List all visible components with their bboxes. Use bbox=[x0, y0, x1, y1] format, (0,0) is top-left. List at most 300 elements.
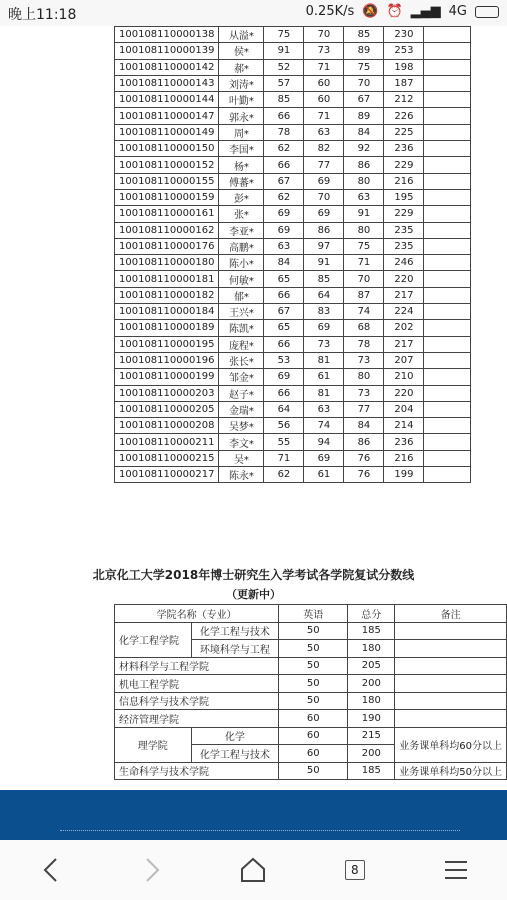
empty-cell bbox=[424, 108, 471, 124]
score-cell: 100108110000215 bbox=[115, 450, 219, 466]
score-cell: 75 bbox=[344, 59, 384, 75]
note-cell bbox=[395, 657, 507, 675]
score-cell: 100108110000152 bbox=[115, 157, 219, 173]
score-cell: 陈小* bbox=[219, 255, 264, 271]
score-cell: 60 bbox=[304, 92, 344, 108]
empty-cell bbox=[424, 124, 471, 140]
score-cell: 65 bbox=[264, 271, 304, 287]
score-cell: 73 bbox=[304, 43, 344, 59]
empty-cell bbox=[424, 141, 471, 157]
score-cell: 76 bbox=[344, 450, 384, 466]
score-cell: 204 bbox=[384, 401, 424, 417]
empty-cell bbox=[424, 271, 471, 287]
score-cell: 235 bbox=[384, 222, 424, 238]
table-row bbox=[115, 434, 471, 450]
score-cell: 92 bbox=[344, 141, 384, 157]
total-score: 200 bbox=[348, 675, 395, 693]
score-cell: 郭永* bbox=[219, 108, 264, 124]
score-cell: 杨* bbox=[219, 157, 264, 173]
table-row bbox=[115, 710, 507, 728]
score-cell: 李国* bbox=[219, 141, 264, 157]
table-row bbox=[115, 369, 471, 385]
score-cell: 97 bbox=[304, 238, 344, 254]
english-score: 50 bbox=[279, 657, 348, 675]
score-cell: 187 bbox=[384, 75, 424, 91]
major-chem: 化学 bbox=[191, 727, 279, 745]
table-row bbox=[115, 157, 471, 173]
empty-cell bbox=[424, 238, 471, 254]
forward-icon bbox=[142, 857, 162, 883]
empty-cell bbox=[424, 255, 471, 271]
home-icon bbox=[239, 857, 267, 883]
score-cell: 62 bbox=[264, 467, 304, 483]
score-cell: 66 bbox=[264, 385, 304, 401]
score-cell: 66 bbox=[264, 157, 304, 173]
score-cell: 87 bbox=[344, 287, 384, 303]
table-row bbox=[115, 304, 471, 320]
back-icon bbox=[41, 857, 61, 883]
score-cell: 85 bbox=[304, 271, 344, 287]
score-cell: 金瑞* bbox=[219, 401, 264, 417]
score-cell: 何敏* bbox=[219, 271, 264, 287]
score-cell: 57 bbox=[264, 75, 304, 91]
score-cell: 52 bbox=[264, 59, 304, 75]
score-cell: 73 bbox=[344, 385, 384, 401]
score-cell: 89 bbox=[344, 43, 384, 59]
table-row bbox=[115, 401, 471, 417]
header-college: 学院名称（专业） bbox=[115, 605, 279, 623]
table-row bbox=[115, 238, 471, 254]
table-row bbox=[115, 692, 507, 710]
status-icons bbox=[306, 4, 499, 19]
score-cell: 75 bbox=[264, 27, 304, 43]
score-cell: 100108110000184 bbox=[115, 304, 219, 320]
score-cell: 100108110000181 bbox=[115, 271, 219, 287]
english-score: 50 bbox=[279, 675, 348, 693]
score-cell: 83 bbox=[304, 304, 344, 320]
score-cell: 212 bbox=[384, 92, 424, 108]
score-cell: 100108110000143 bbox=[115, 75, 219, 91]
note-cell bbox=[395, 675, 507, 693]
score-cell: 91 bbox=[344, 206, 384, 222]
score-cell: 84 bbox=[344, 124, 384, 140]
score-cell: 229 bbox=[384, 157, 424, 173]
score-cell: 195 bbox=[384, 189, 424, 205]
major-chem-eng: 化学工程与技术 bbox=[191, 622, 279, 640]
total-score: 215 bbox=[348, 727, 395, 745]
table-row bbox=[115, 75, 471, 91]
score-cell: 100108110000195 bbox=[115, 336, 219, 352]
score-cell: 198 bbox=[384, 59, 424, 75]
college-mech: 机电工程学院 bbox=[115, 675, 279, 693]
total-score: 180 bbox=[348, 640, 395, 658]
table-row bbox=[115, 189, 471, 205]
table-row bbox=[115, 173, 471, 189]
document-page[interactable] bbox=[0, 26, 507, 816]
score-cell: 55 bbox=[264, 434, 304, 450]
score-cell: 70 bbox=[304, 189, 344, 205]
empty-cell bbox=[424, 222, 471, 238]
empty-cell bbox=[424, 434, 471, 450]
score-cell: 85 bbox=[344, 27, 384, 43]
note-life: 业务课单科均50分以上 bbox=[395, 762, 507, 780]
score-cell: 傅蕃* bbox=[219, 173, 264, 189]
score-cell: 86 bbox=[304, 222, 344, 238]
major-env: 环境科学与工程 bbox=[191, 640, 279, 658]
total-score: 180 bbox=[348, 692, 395, 710]
table-row bbox=[115, 418, 471, 434]
menu-icon bbox=[443, 859, 469, 881]
score-cell: 69 bbox=[304, 206, 344, 222]
table-row bbox=[115, 141, 471, 157]
empty-cell bbox=[424, 352, 471, 368]
network-type: 4G bbox=[448, 4, 467, 19]
score-cell: 81 bbox=[304, 352, 344, 368]
score-cell: 100108110000196 bbox=[115, 352, 219, 368]
footer-text-blur bbox=[60, 830, 460, 835]
empty-cell bbox=[424, 418, 471, 434]
score-cell: 220 bbox=[384, 271, 424, 287]
score-cell: 100108110000182 bbox=[115, 287, 219, 303]
score-cell: 67 bbox=[264, 304, 304, 320]
score-cell: 253 bbox=[384, 43, 424, 59]
score-cell: 224 bbox=[384, 304, 424, 320]
score-cell: 63 bbox=[344, 189, 384, 205]
total-score: 205 bbox=[348, 657, 395, 675]
empty-cell bbox=[424, 92, 471, 108]
score-cell: 82 bbox=[304, 141, 344, 157]
empty-cell bbox=[424, 467, 471, 483]
score-cell: 100108110000180 bbox=[115, 255, 219, 271]
document-subtitle: （更新中） bbox=[226, 588, 281, 601]
college-chem: 化学工程学院 bbox=[115, 622, 192, 657]
score-cell: 庞程* bbox=[219, 336, 264, 352]
score-cell: 100108110000176 bbox=[115, 238, 219, 254]
empty-cell bbox=[424, 27, 471, 43]
network-speed: 0.25K/s bbox=[305, 4, 355, 19]
score-cell: 王兴* bbox=[219, 304, 264, 320]
table-row bbox=[115, 727, 507, 745]
score-cell: 100108110000138 bbox=[115, 27, 219, 43]
table-header-row bbox=[115, 605, 507, 623]
header-total: 总分 bbox=[348, 605, 395, 623]
score-cell: 80 bbox=[344, 369, 384, 385]
status-bar bbox=[0, 0, 507, 26]
total-score: 185 bbox=[348, 762, 395, 780]
score-cell: 210 bbox=[384, 369, 424, 385]
score-cell: 100108110000144 bbox=[115, 92, 219, 108]
english-score: 50 bbox=[279, 640, 348, 658]
college-mat: 材料科学与工程学院 bbox=[115, 657, 279, 675]
table-row bbox=[115, 675, 507, 693]
english-score: 50 bbox=[279, 762, 348, 780]
score-cell: 84 bbox=[344, 418, 384, 434]
score-cell: 71 bbox=[264, 450, 304, 466]
score-cell: 220 bbox=[384, 385, 424, 401]
mute-icon: 🔕 bbox=[362, 4, 379, 19]
site-footer bbox=[0, 790, 507, 840]
table-row bbox=[115, 762, 507, 780]
score-cell: 60 bbox=[304, 75, 344, 91]
score-cell: 郁* bbox=[219, 287, 264, 303]
score-cell: 235 bbox=[384, 238, 424, 254]
score-cell: 100108110000139 bbox=[115, 43, 219, 59]
score-cell: 225 bbox=[384, 124, 424, 140]
score-cell: 80 bbox=[344, 173, 384, 189]
score-cell: 64 bbox=[264, 401, 304, 417]
major-chem-eng-2: 化学工程与技术 bbox=[191, 745, 279, 763]
score-cell: 246 bbox=[384, 255, 424, 271]
score-cell: 61 bbox=[304, 369, 344, 385]
score-cell: 202 bbox=[384, 320, 424, 336]
score-cell: 217 bbox=[384, 287, 424, 303]
total-score: 200 bbox=[348, 745, 395, 763]
score-cell: 75 bbox=[344, 238, 384, 254]
total-score: 185 bbox=[348, 622, 395, 640]
score-cell: 62 bbox=[264, 141, 304, 157]
score-cell: 229 bbox=[384, 206, 424, 222]
score-cell: 91 bbox=[304, 255, 344, 271]
score-cell: 郝* bbox=[219, 59, 264, 75]
document-title: 北京化工大学2018年博士研究生入学考试各学院复试分数线 bbox=[92, 568, 415, 582]
score-cell: 74 bbox=[304, 418, 344, 434]
score-cell: 63 bbox=[264, 238, 304, 254]
table-row bbox=[115, 255, 471, 271]
score-cell: 236 bbox=[384, 141, 424, 157]
table-row bbox=[115, 108, 471, 124]
menu-button[interactable] bbox=[436, 850, 476, 890]
score-cell: 100108110000159 bbox=[115, 189, 219, 205]
score-cell: 100108110000189 bbox=[115, 320, 219, 336]
score-cell: 69 bbox=[264, 369, 304, 385]
table-row bbox=[115, 92, 471, 108]
score-cell: 71 bbox=[344, 255, 384, 271]
score-cell: 吴* bbox=[219, 450, 264, 466]
note-cell bbox=[395, 692, 507, 710]
score-cell: 刘涛* bbox=[219, 75, 264, 91]
empty-cell bbox=[424, 369, 471, 385]
table-row bbox=[115, 352, 471, 368]
score-cell: 李亚* bbox=[219, 222, 264, 238]
score-cell: 84 bbox=[264, 255, 304, 271]
empty-cell bbox=[424, 287, 471, 303]
score-cell: 56 bbox=[264, 418, 304, 434]
score-cell: 69 bbox=[264, 206, 304, 222]
score-cell: 76 bbox=[344, 467, 384, 483]
score-cell: 100108110000203 bbox=[115, 385, 219, 401]
score-cell: 78 bbox=[344, 336, 384, 352]
score-cell: 69 bbox=[304, 320, 344, 336]
english-score: 50 bbox=[279, 622, 348, 640]
score-cell: 80 bbox=[344, 222, 384, 238]
score-cell: 85 bbox=[264, 92, 304, 108]
table-row bbox=[115, 320, 471, 336]
score-cell: 74 bbox=[344, 304, 384, 320]
score-cell: 陈永* bbox=[219, 467, 264, 483]
score-cell: 100108110000150 bbox=[115, 141, 219, 157]
score-cell: 230 bbox=[384, 27, 424, 43]
score-cell: 70 bbox=[304, 27, 344, 43]
score-cell: 236 bbox=[384, 434, 424, 450]
english-score: 60 bbox=[279, 710, 348, 728]
empty-cell bbox=[424, 320, 471, 336]
status-time: 晚上11:18 bbox=[8, 7, 77, 23]
score-cell: 彭* bbox=[219, 189, 264, 205]
note-sci: 业务课单科均60分以上 bbox=[395, 727, 507, 762]
note-cell bbox=[395, 640, 507, 658]
tabs-icon: 8 bbox=[345, 860, 365, 880]
empty-cell bbox=[424, 336, 471, 352]
score-cell: 63 bbox=[304, 401, 344, 417]
table-row bbox=[115, 622, 507, 640]
score-cell: 周* bbox=[219, 124, 264, 140]
battery-icon bbox=[475, 6, 499, 18]
score-cell: 81 bbox=[304, 385, 344, 401]
score-cell: 61 bbox=[304, 467, 344, 483]
score-cell: 邹金* bbox=[219, 369, 264, 385]
score-cell: 100108110000149 bbox=[115, 124, 219, 140]
score-cell: 100108110000217 bbox=[115, 467, 219, 483]
english-score: 60 bbox=[279, 727, 348, 745]
forward-button[interactable] bbox=[132, 850, 172, 890]
table-row bbox=[115, 385, 471, 401]
empty-cell bbox=[424, 59, 471, 75]
empty-cell bbox=[424, 189, 471, 205]
table-row bbox=[115, 124, 471, 140]
score-cell: 70 bbox=[344, 75, 384, 91]
score-cell: 91 bbox=[264, 43, 304, 59]
score-cell: 214 bbox=[384, 418, 424, 434]
score-cell: 77 bbox=[344, 401, 384, 417]
alarm-icon: ⏰ bbox=[386, 4, 403, 19]
table-row bbox=[115, 467, 471, 483]
table-row bbox=[115, 27, 471, 43]
college-info: 信息科学与技术学院 bbox=[115, 692, 279, 710]
score-cell: 70 bbox=[344, 271, 384, 287]
score-cell: 100108110000147 bbox=[115, 108, 219, 124]
score-cell: 100108110000205 bbox=[115, 401, 219, 417]
score-cell: 86 bbox=[344, 157, 384, 173]
home-button[interactable] bbox=[233, 850, 273, 890]
score-cell: 71 bbox=[304, 108, 344, 124]
score-cell: 高鹏* bbox=[219, 238, 264, 254]
header-notes: 备注 bbox=[395, 605, 507, 623]
score-cell: 69 bbox=[264, 222, 304, 238]
empty-cell bbox=[424, 401, 471, 417]
empty-cell bbox=[424, 43, 471, 59]
score-cell: 66 bbox=[264, 287, 304, 303]
score-cell: 67 bbox=[264, 173, 304, 189]
score-cell: 100108110000162 bbox=[115, 222, 219, 238]
score-cell: 73 bbox=[344, 352, 384, 368]
score-cell: 77 bbox=[304, 157, 344, 173]
empty-cell bbox=[424, 450, 471, 466]
score-cell: 78 bbox=[264, 124, 304, 140]
score-cell: 陈凯* bbox=[219, 320, 264, 336]
note-cell bbox=[395, 710, 507, 728]
empty-cell bbox=[424, 206, 471, 222]
score-cell: 赵子* bbox=[219, 385, 264, 401]
empty-cell bbox=[424, 75, 471, 91]
english-score: 50 bbox=[279, 692, 348, 710]
score-cell: 64 bbox=[304, 287, 344, 303]
table-row bbox=[115, 657, 507, 675]
tabs-button[interactable] bbox=[335, 850, 375, 890]
score-cell: 69 bbox=[304, 450, 344, 466]
score-cell: 216 bbox=[384, 173, 424, 189]
score-cell: 100108110000161 bbox=[115, 206, 219, 222]
score-cell: 吴梦* bbox=[219, 418, 264, 434]
total-score: 190 bbox=[348, 710, 395, 728]
score-cell: 66 bbox=[264, 336, 304, 352]
score-cell: 张* bbox=[219, 206, 264, 222]
score-cell: 69 bbox=[304, 173, 344, 189]
score-cell: 李文* bbox=[219, 434, 264, 450]
table-row bbox=[115, 206, 471, 222]
college-life: 生命科学与技术学院 bbox=[115, 762, 279, 780]
score-cell: 94 bbox=[304, 434, 344, 450]
signal-icon: ▂▄▆ bbox=[410, 4, 441, 19]
score-table bbox=[114, 26, 471, 483]
score-cell: 66 bbox=[264, 108, 304, 124]
score-cell: 53 bbox=[264, 352, 304, 368]
table-row bbox=[115, 43, 471, 59]
score-cell: 73 bbox=[304, 336, 344, 352]
table-row bbox=[115, 222, 471, 238]
empty-cell bbox=[424, 157, 471, 173]
score-cell: 63 bbox=[304, 124, 344, 140]
header-english: 英语 bbox=[279, 605, 348, 623]
score-cell: 从溢* bbox=[219, 27, 264, 43]
table-row bbox=[115, 59, 471, 75]
table-row bbox=[115, 450, 471, 466]
score-cell: 62 bbox=[264, 189, 304, 205]
college-econ: 经济管理学院 bbox=[115, 710, 279, 728]
score-cell: 216 bbox=[384, 450, 424, 466]
empty-cell bbox=[424, 385, 471, 401]
empty-cell bbox=[424, 304, 471, 320]
score-cell: 217 bbox=[384, 336, 424, 352]
browser-toolbar bbox=[0, 840, 507, 900]
score-cell: 100108110000211 bbox=[115, 434, 219, 450]
score-cell: 叶勤* bbox=[219, 92, 264, 108]
score-cell: 207 bbox=[384, 352, 424, 368]
score-cell: 侯* bbox=[219, 43, 264, 59]
score-cell: 86 bbox=[344, 434, 384, 450]
score-cell: 张长* bbox=[219, 352, 264, 368]
score-cell: 100108110000142 bbox=[115, 59, 219, 75]
note-cell bbox=[395, 622, 507, 640]
empty-cell bbox=[424, 173, 471, 189]
score-cell: 68 bbox=[344, 320, 384, 336]
table-row bbox=[115, 336, 471, 352]
score-cell: 100108110000208 bbox=[115, 418, 219, 434]
college-sci: 理学院 bbox=[115, 727, 192, 762]
table-row bbox=[115, 287, 471, 303]
score-cell: 226 bbox=[384, 108, 424, 124]
english-score: 60 bbox=[279, 745, 348, 763]
score-cell: 100108110000199 bbox=[115, 369, 219, 385]
score-cell: 89 bbox=[344, 108, 384, 124]
score-cell: 71 bbox=[304, 59, 344, 75]
score-cell: 65 bbox=[264, 320, 304, 336]
score-cell: 67 bbox=[344, 92, 384, 108]
score-cell: 199 bbox=[384, 467, 424, 483]
table-row bbox=[115, 271, 471, 287]
back-button[interactable] bbox=[31, 850, 71, 890]
cutoff-table bbox=[114, 604, 507, 780]
score-cell: 100108110000155 bbox=[115, 173, 219, 189]
